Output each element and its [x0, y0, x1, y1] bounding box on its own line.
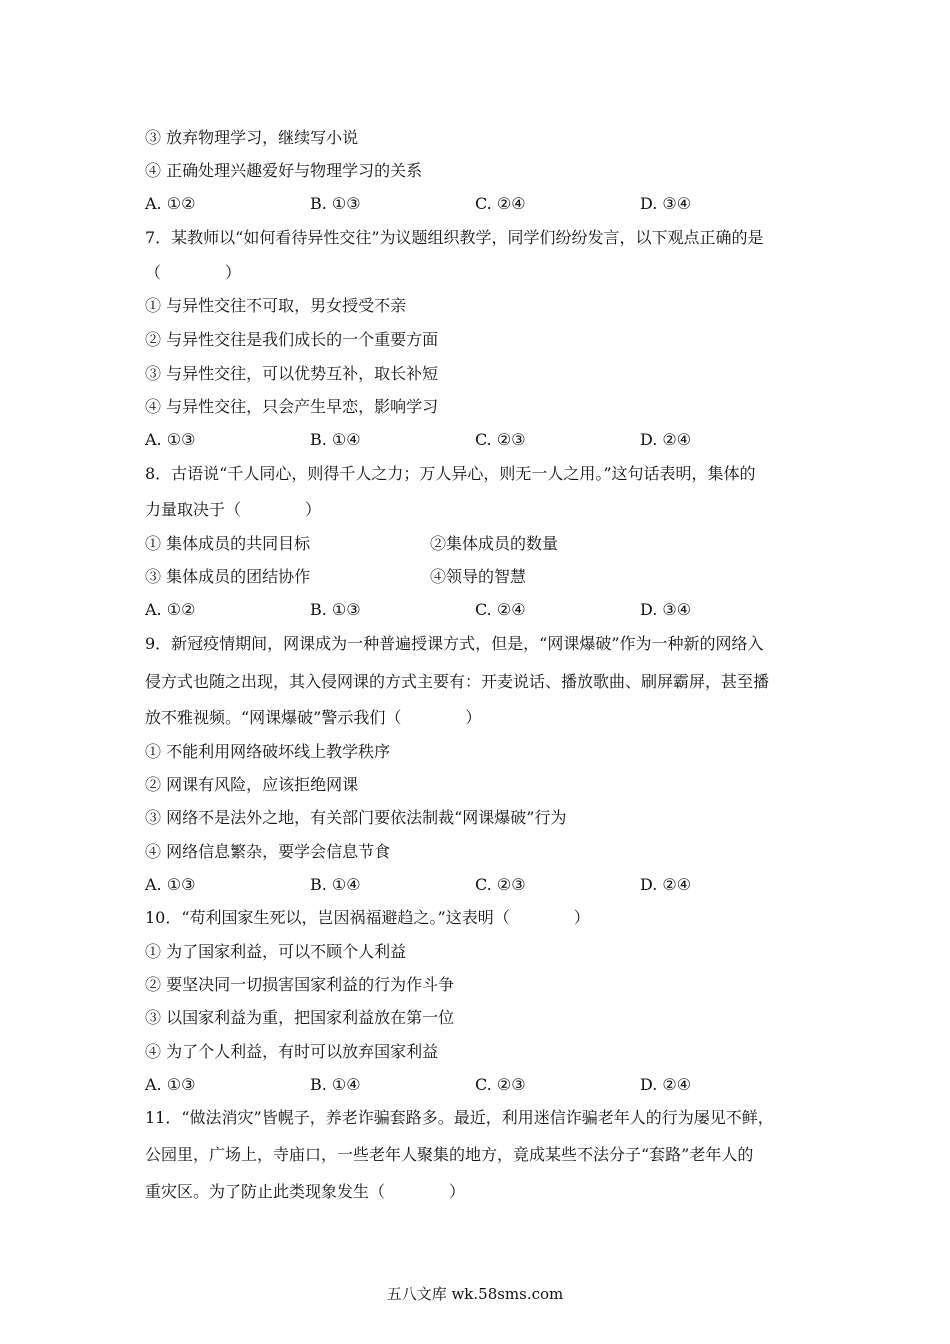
- q7-option-b: B. ①④: [310, 430, 361, 449]
- q6-option-c: C. ②④: [475, 194, 526, 213]
- q8-item-4: ④领导的智慧: [430, 567, 527, 586]
- q9-option-d: D. ②④: [640, 875, 692, 894]
- q8-item-3: ③ 集体成员的团结协作: [145, 567, 311, 586]
- q8-option-b: B. ①③: [310, 600, 361, 619]
- q10-item-1: ① 为了国家利益，可以不顾个人利益: [145, 942, 407, 961]
- q8-stem-line-1: 8．古语说“千人同心，则得千人之力；万人异心，则无一人之用。”这句话表明，集体的: [145, 464, 756, 483]
- q8-item-1: ① 集体成员的共同目标: [145, 534, 311, 553]
- q9-option-a: A. ①③: [145, 875, 196, 894]
- q9-item-3: ③ 网络不是法外之地，有关部门要依法制裁“网课爆破”行为: [145, 808, 567, 827]
- q10-option-d: D. ②④: [640, 1075, 692, 1094]
- q6-option-a: A. ①②: [145, 194, 196, 213]
- q8-stem-line-2: 力量取决于（ ）: [145, 500, 322, 519]
- q10-option-b: B. ①④: [310, 1075, 361, 1094]
- q6-option-b: B. ①③: [310, 194, 361, 213]
- q9-stem-line-3: 放不雅视频。“网课爆破”警示我们（ ）: [145, 708, 482, 727]
- q10-item-4: ④ 为了个人利益，有时可以放弃国家利益: [145, 1042, 439, 1061]
- q10-option-a: A. ①③: [145, 1075, 196, 1094]
- q7-option-a: A. ①③: [145, 430, 196, 449]
- q6-item-4: ④ 正确处理兴趣爱好与物理学习的关系: [145, 161, 423, 180]
- q8-option-d: D. ③④: [640, 600, 692, 619]
- page-footer: 五八文库 wk.58sms.com: [386, 1285, 564, 1303]
- q10-item-3: ③ 以国家利益为重，把国家利益放在第一位: [145, 1008, 455, 1027]
- q8-option-c: C. ②④: [475, 600, 526, 619]
- q7-item-4: ④ 与异性交往，只会产生早恋，影响学习: [145, 397, 439, 416]
- q11-stem-line-1: 11．“做法消灾”皆幌子，养老诈骗套路多。最近，利用迷信诈骗老年人的行为屡见不鲜，: [145, 1108, 774, 1127]
- q9-item-2: ② 网课有风险，应该拒绝网课: [145, 775, 359, 794]
- q9-stem-line-1: 9．新冠疫情期间，网课成为一种普遍授课方式，但是，“网课爆破”作为一种新的网络入: [145, 634, 764, 653]
- q7-item-2: ② 与异性交往是我们成长的一个重要方面: [145, 330, 439, 349]
- q7-stem-line-1: 7．某教师以“如何看待异性交往”为议题组织教学，同学们纷纷发言，以下观点正确的是: [145, 228, 764, 247]
- q7-option-c: C. ②③: [475, 430, 526, 449]
- q7-item-1: ① 与异性交往不可取，男女授受不亲: [145, 296, 407, 315]
- q9-item-1: ① 不能利用网络破坏线上教学秩序: [145, 742, 391, 761]
- q6-item-3: ③ 放弃物理学习，继续写小说: [145, 128, 359, 147]
- q11-stem-line-3: 重灾区。为了防止此类现象发生（ ）: [145, 1182, 466, 1201]
- q10-option-c: C. ②③: [475, 1075, 526, 1094]
- q10-stem-line-1: 10．“苟利国家生死以，岂因祸福避趋之。”这表明（ ）: [145, 908, 590, 927]
- q7-option-d: D. ②④: [640, 430, 692, 449]
- q8-option-a: A. ①②: [145, 600, 196, 619]
- q9-option-b: B. ①④: [310, 875, 361, 894]
- q9-item-4: ④ 网络信息繁杂，要学会信息节食: [145, 842, 391, 861]
- q8-item-2: ②集体成员的数量: [430, 534, 559, 553]
- q9-stem-line-2: 侵方式也随之出现，其入侵网课的方式主要有：开麦说话、播放歌曲、刷屏霸屏，甚至播: [145, 672, 770, 691]
- q10-item-2: ② 要坚决同一切损害国家利益的行为作斗争: [145, 975, 455, 994]
- q11-stem-line-2: 公园里，广场上，寺庙口，一些老年人聚集的地方，竟成某些不法分子“套路”老年人的: [145, 1145, 754, 1164]
- q6-option-d: D. ③④: [640, 194, 692, 213]
- q7-item-3: ③ 与异性交往，可以优势互补，取长补短: [145, 364, 439, 383]
- q9-option-c: C. ②③: [475, 875, 526, 894]
- q7-stem-line-2: （ ）: [145, 263, 242, 282]
